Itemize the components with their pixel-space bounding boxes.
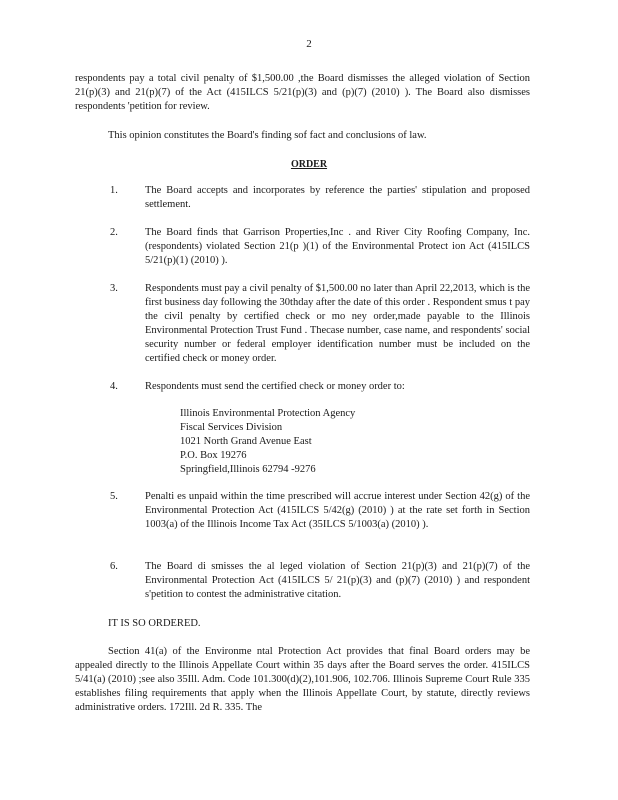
so-ordered: IT IS SO ORDERED. [108,618,201,629]
paragraph-opinion: This opinion constitutes the Board's finding sof fact and conclusions of law. [108,130,427,141]
page-number: 2 [306,38,312,50]
address-line: 1021 North Grand Avenue East [180,436,312,447]
order-item-number: 3. [110,283,118,294]
order-item-number: 4. [110,381,118,392]
paragraph-appeal [75,645,530,715]
order-item-text: The Board accepts and incorporates by reference the parties' stipulation and proposed settlement. [145,185,530,210]
order-item-text: Respondents must pay a civil penalty of $1,500.00 no later than April 22,2013, which is the first business day following the 30thday after the date of this order . Respondent smus t pay the civil penalty by certified check or mo ney order,made payable to the Illinois Environmental Protection Trust Fund . Thecase number, case name, and respondents' social security number or federal employer identification number must be included on the certified check or money order. [145,283,530,364]
order-item-number: 6. [110,561,118,572]
address-line: P.O. Box 19276 [180,450,247,461]
mailing-address [180,407,480,477]
address-line: Fiscal Services Division [180,422,283,433]
paragraph-appeal-text: Section 41(a) of the Environme ntal Protection Act provides that final Board orders may be appealed directly to the Illinois Appellate Court within 35 days after the Board serves the order. 415ILCS 5/41(a) (2010) ;see also 35Ill. Adm. Code 101.300(d)(2),101.906, 102.706. Illinois Supreme Court Rule 335 establishes filing requirements that apply when the Illinois Appellate Court, by statute, directly reviews administrative orders. 172Ill. 2d R. 335. The [75,646,530,713]
order-item-number: 5. [110,491,118,502]
order-item-text: Penalti es unpaid within the time prescribed will accrue interest under Section 42(g) of the Environmental Protection Act (415ILCS 5/42(g) (2010) ) at the rate set forth in Section 1003(a) of the Illinois Income Tax Act (35ILCS 5/1003(a) (2010) ). [145,491,530,530]
order-item-text: The Board finds that Garrison Properties,Inc . and River City Roofing Company, Inc. (respondents) violated Section 21(p )(1) of the Environmental Protect ion Act (415ILCS 5/21(p)(1) (2010) ). [145,227,530,266]
address-line: Illinois Environmental Protection Agency [180,408,356,419]
order-item-text: Respondents must send the certified check or money order to: [145,381,405,392]
order-item-number: 2. [110,227,118,238]
order-heading: ORDER [290,159,328,170]
order-item-number: 1. [110,185,118,196]
paragraph-dismissal: respondents pay a total civil penalty of $1,500.00 ,the Board dismisses the alleged violation of Section 21(p)(3) and 21(p)(7) of the Act (415ILCS 5/21(p)(3) and (p)(7) (2010) ). The Board also dismisses respondents 'petition for review. [75,73,530,112]
address-line: Springfield,Illinois 62794 -9276 [180,464,316,475]
order-item-text: The Board di smisses the al leged violation of Section 21(p)(3) and 21(p)(7) of the Environmental Protection Act (415ILCS 5/ 21(p)(3) and (p)(7) (2010) ) and respondent s'petition to contest the administrative citation. [145,561,530,600]
